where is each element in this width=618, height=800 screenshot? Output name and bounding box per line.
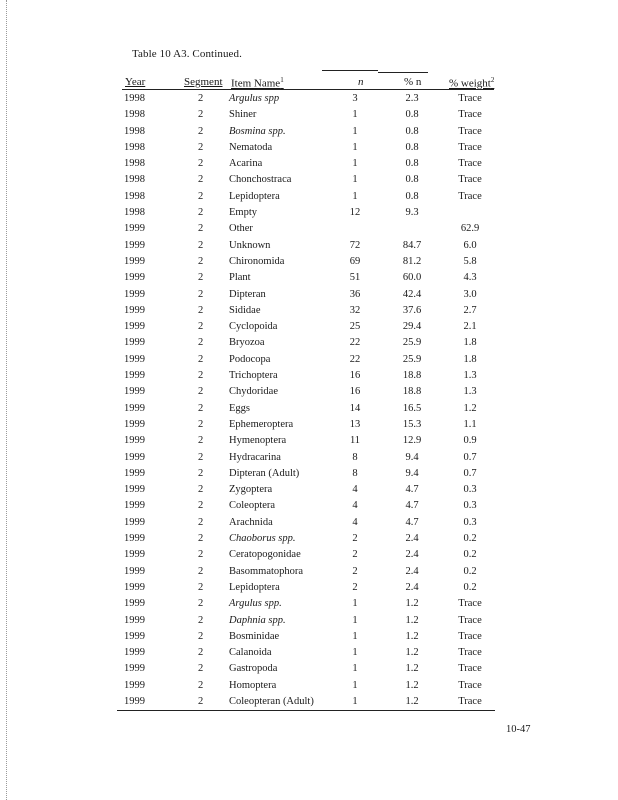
cell-n: 16 [349, 386, 361, 398]
cell-n: 1 [352, 614, 358, 626]
cell-segment: 2 [198, 679, 204, 691]
cell-percent-weight: 0.3 [463, 500, 477, 512]
cell-segment: 2 [198, 370, 204, 382]
cell-segment: 2 [198, 402, 204, 414]
cell-year: 1999 [124, 353, 145, 365]
cell-n: 1 [352, 598, 358, 610]
cell-item-name: Chironomida [229, 255, 285, 267]
cell-n: 1 [352, 174, 358, 186]
cell-percent-n: 0.8 [405, 190, 419, 202]
cell-percent-n: 2.4 [405, 533, 419, 545]
cell-year: 1999 [124, 647, 145, 659]
cell-percent-n: 0.8 [405, 125, 419, 137]
cell-n: 72 [349, 239, 361, 251]
cell-percent-weight: 0.9 [463, 435, 477, 447]
cell-percent-n: 25.9 [402, 337, 422, 349]
cell-segment: 2 [198, 353, 204, 365]
cell-segment: 2 [198, 207, 204, 219]
cell-percent-weight: 1.8 [463, 353, 477, 365]
table-bottom-rule [117, 710, 495, 711]
cell-year: 1999 [124, 255, 145, 267]
header-top-rule-n [322, 70, 378, 71]
cell-n: 4 [352, 500, 358, 512]
table-row [0, 140, 618, 156]
cell-percent-n: 25.9 [402, 353, 422, 365]
cell-percent-n: 1.2 [405, 663, 419, 675]
cell-percent-n: 1.2 [405, 630, 419, 642]
cell-year: 1998 [124, 207, 145, 219]
cell-n: 16 [349, 370, 361, 382]
cell-segment: 2 [198, 451, 204, 463]
cell-percent-n: 18.8 [402, 386, 422, 398]
cell-segment: 2 [198, 533, 204, 545]
cell-n: 11 [349, 435, 361, 447]
cell-percent-weight: 0.2 [463, 533, 477, 545]
cell-n: 13 [349, 418, 361, 430]
cell-item-name: Argulus spp. [229, 598, 282, 610]
cell-n: 22 [349, 337, 361, 349]
table-row [0, 335, 618, 351]
cell-n: 14 [349, 402, 361, 414]
cell-item-name: Hydracarina [229, 451, 281, 463]
cell-n: 69 [349, 255, 361, 267]
cell-percent-weight: Trace [458, 598, 482, 610]
cell-item-name: Podocopa [229, 353, 271, 365]
cell-percent-weight: 0.7 [463, 467, 477, 479]
cell-percent-n: 2.4 [405, 581, 419, 593]
cell-n: 1 [352, 190, 358, 202]
cell-item-name: Arachnida [229, 516, 273, 528]
cell-percent-weight: 62.9 [460, 223, 480, 235]
cell-item-name: Coleoptera [229, 500, 276, 512]
cell-n: 2 [352, 549, 358, 561]
cell-percent-n: 9.4 [405, 451, 419, 463]
cell-item-name: Zygoptera [229, 484, 273, 496]
cell-n: 25 [349, 321, 361, 333]
cell-segment: 2 [198, 141, 204, 153]
cell-year: 1999 [124, 288, 145, 300]
table-row [0, 205, 618, 221]
cell-percent-n: 2.3 [405, 93, 419, 104]
header-item-name: Item Name$^1$ [231, 76, 284, 90]
cell-segment: 2 [198, 288, 204, 300]
cell-item-name: Bryozoa [229, 337, 265, 349]
table-caption: Table 10 A3. Continued. [132, 48, 242, 60]
cell-item-name: Sididae [229, 304, 261, 316]
header-segment: Segment [184, 76, 223, 88]
cell-year: 1998 [124, 141, 145, 153]
cell-item-name: Lepidoptera [229, 190, 280, 202]
cell-year: 1998 [124, 174, 145, 186]
cell-n: 4 [352, 484, 358, 496]
cell-year: 1999 [124, 239, 145, 251]
cell-n: 4 [352, 516, 358, 528]
cell-percent-weight: 0.3 [463, 516, 477, 528]
cell-n: 22 [349, 353, 361, 365]
cell-year: 1998 [124, 109, 145, 121]
table-row [0, 694, 618, 710]
cell-percent-n: 0.8 [405, 141, 419, 153]
cell-year: 1998 [124, 93, 145, 104]
table-row [0, 482, 618, 498]
cell-percent-n: 9.3 [405, 207, 419, 219]
cell-percent-weight: 1.1 [463, 418, 477, 430]
page-number: 10-47 [506, 724, 531, 735]
cell-item-name: Other [229, 223, 253, 235]
cell-percent-n: 4.7 [405, 484, 419, 496]
cell-percent-n: 0.8 [405, 174, 419, 186]
cell-year: 1999 [124, 500, 145, 512]
cell-n: 12 [349, 207, 361, 219]
table-row [0, 384, 618, 400]
cell-item-name: Plant [229, 272, 251, 284]
cell-percent-weight: 0.3 [463, 484, 477, 496]
cell-item-name: Unknown [229, 239, 271, 251]
cell-percent-weight: 1.2 [463, 402, 477, 414]
cell-segment: 2 [198, 125, 204, 137]
cell-percent-n: 0.8 [405, 158, 419, 170]
cell-year: 1999 [124, 402, 145, 414]
table-row [0, 189, 618, 205]
cell-n: 1 [352, 158, 358, 170]
cell-year: 1999 [124, 695, 145, 707]
cell-percent-n: 37.6 [402, 304, 422, 316]
cell-percent-weight: 6.0 [463, 239, 477, 251]
cell-year: 1999 [124, 484, 145, 496]
cell-segment: 2 [198, 223, 204, 235]
cell-segment: 2 [198, 500, 204, 512]
cell-percent-n: 15.3 [402, 418, 422, 430]
cell-year: 1999 [124, 304, 145, 316]
cell-item-name: Shiner [229, 109, 257, 121]
cell-year: 1999 [124, 581, 145, 593]
cell-item-name: Homoptera [229, 679, 277, 691]
cell-percent-n: 4.7 [405, 516, 419, 528]
cell-segment: 2 [198, 663, 204, 675]
cell-segment: 2 [198, 647, 204, 659]
header-top-rule-pn [378, 72, 428, 73]
table-row [0, 498, 618, 514]
cell-percent-weight: Trace [458, 141, 482, 153]
cell-percent-n: 2.4 [405, 549, 419, 561]
cell-percent-n: 1.2 [405, 679, 419, 691]
cell-percent-weight: 1.3 [463, 386, 477, 398]
cell-item-name: Dipteran (Adult) [229, 467, 300, 479]
table-row [0, 629, 618, 645]
cell-item-name: Chonchostraca [229, 174, 292, 186]
cell-segment: 2 [198, 695, 204, 707]
cell-percent-weight: Trace [458, 158, 482, 170]
table-row [0, 450, 618, 466]
cell-item-name: Nematoda [229, 141, 273, 153]
cell-percent-weight: Trace [458, 190, 482, 202]
cell-n: 36 [349, 288, 361, 300]
cell-year: 1999 [124, 337, 145, 349]
cell-year: 1999 [124, 630, 145, 642]
cell-year: 1998 [124, 125, 145, 137]
table-body [0, 91, 618, 710]
table-row [0, 401, 618, 417]
cell-segment: 2 [198, 272, 204, 284]
cell-year: 1999 [124, 451, 145, 463]
cell-percent-n: 0.8 [405, 109, 419, 121]
cell-segment: 2 [198, 467, 204, 479]
table-row [0, 531, 618, 547]
table-row [0, 515, 618, 531]
cell-n: 32 [349, 304, 361, 316]
cell-n: 1 [352, 109, 358, 121]
cell-segment: 2 [198, 255, 204, 267]
cell-percent-n: 12.9 [402, 435, 422, 447]
cell-year: 1999 [124, 321, 145, 333]
table-row [0, 303, 618, 319]
cell-segment: 2 [198, 614, 204, 626]
cell-item-name: Argulus spp [229, 93, 280, 104]
cell-percent-n: 1.2 [405, 614, 419, 626]
table-row [0, 564, 618, 580]
table-row [0, 580, 618, 596]
cell-percent-n: 1.2 [405, 598, 419, 610]
cell-item-name: Hymenoptera [229, 435, 287, 447]
cell-n: 2 [352, 565, 358, 577]
table-row [0, 678, 618, 694]
cell-item-name: Ephemeroptera [229, 418, 294, 430]
cell-item-name: Dipteran [229, 288, 266, 300]
cell-year: 1999 [124, 516, 145, 528]
cell-percent-weight: Trace [458, 93, 482, 104]
cell-percent-weight: Trace [458, 630, 482, 642]
cell-percent-weight: Trace [458, 614, 482, 626]
cell-segment: 2 [198, 337, 204, 349]
cell-item-name: Coleopteran (Adult) [229, 695, 314, 707]
cell-n: 1 [352, 630, 358, 642]
cell-n: 8 [352, 467, 358, 479]
cell-n: 2 [352, 533, 358, 545]
weight-footnote-marker: 2 [490, 76, 495, 84]
cell-item-name: Daphnia spp. [229, 614, 286, 626]
cell-percent-n: 1.2 [405, 647, 419, 659]
table-row [0, 368, 618, 384]
cell-n: 3 [352, 93, 358, 104]
cell-percent-weight: Trace [458, 679, 482, 691]
cell-percent-n: 9.4 [405, 467, 419, 479]
header-percent-n: % n [404, 76, 422, 88]
table-row [0, 287, 618, 303]
cell-n: 51 [349, 272, 361, 284]
header-n: n [358, 76, 364, 88]
table-row [0, 91, 618, 107]
cell-percent-weight: 1.8 [463, 337, 477, 349]
table-row [0, 319, 618, 335]
cell-segment: 2 [198, 239, 204, 251]
table-row [0, 254, 618, 270]
cell-item-name: Gastropoda [229, 663, 278, 675]
cell-percent-n: 16.5 [402, 402, 422, 414]
cell-n: 1 [352, 125, 358, 137]
cell-item-name: Cyclopoida [229, 321, 278, 333]
cell-year: 1998 [124, 158, 145, 170]
cell-percent-n: 60.0 [402, 272, 422, 284]
cell-n: 1 [352, 141, 358, 153]
cell-segment: 2 [198, 418, 204, 430]
cell-year: 1999 [124, 223, 145, 235]
cell-year: 1999 [124, 598, 145, 610]
cell-year: 1999 [124, 565, 145, 577]
cell-percent-weight: 0.2 [463, 581, 477, 593]
table-row [0, 107, 618, 123]
cell-segment: 2 [198, 386, 204, 398]
cell-segment: 2 [198, 581, 204, 593]
cell-year: 1999 [124, 386, 145, 398]
table-row [0, 417, 618, 433]
cell-percent-weight: 0.7 [463, 451, 477, 463]
cell-percent-weight: 4.3 [463, 272, 477, 284]
table-row [0, 645, 618, 661]
cell-segment: 2 [198, 565, 204, 577]
table-row [0, 270, 618, 286]
header-percent-weight: % weight$^2$ [449, 76, 495, 90]
table-row [0, 124, 618, 140]
cell-n: 1 [352, 679, 358, 691]
cell-item-name: Bosminidae [229, 630, 280, 642]
cell-year: 1999 [124, 370, 145, 382]
item-footnote-marker: 1 [280, 76, 284, 84]
cell-percent-weight: 2.7 [463, 304, 477, 316]
cell-percent-weight: Trace [458, 663, 482, 675]
cell-year: 1999 [124, 533, 145, 545]
table-row [0, 661, 618, 677]
cell-item-name: Eggs [229, 402, 250, 414]
cell-percent-weight: 2.1 [463, 321, 477, 333]
table-row [0, 433, 618, 449]
cell-percent-weight: Trace [458, 125, 482, 137]
table-row [0, 352, 618, 368]
cell-year: 1999 [124, 418, 145, 430]
cell-segment: 2 [198, 516, 204, 528]
cell-n: 1 [352, 663, 358, 675]
cell-segment: 2 [198, 321, 204, 333]
cell-year: 1999 [124, 272, 145, 284]
cell-percent-weight: 5.8 [463, 255, 477, 267]
table-row [0, 238, 618, 254]
cell-segment: 2 [198, 630, 204, 642]
cell-n: 8 [352, 451, 358, 463]
cell-segment: 2 [198, 190, 204, 202]
cell-segment: 2 [198, 484, 204, 496]
cell-percent-n: 81.2 [402, 255, 422, 267]
cell-n: 2 [352, 581, 358, 593]
header-year: Year [125, 76, 146, 88]
table-row [0, 547, 618, 563]
cell-n: 1 [352, 695, 358, 707]
cell-percent-n: 42.4 [402, 288, 422, 300]
table-row [0, 221, 618, 237]
cell-percent-n: 18.8 [402, 370, 422, 382]
cell-percent-n: 4.7 [405, 500, 419, 512]
cell-year: 1998 [124, 190, 145, 202]
cell-item-name: Chydoridae [229, 386, 278, 398]
cell-segment: 2 [198, 304, 204, 316]
cell-n: 1 [352, 647, 358, 659]
cell-item-name: Basommatophora [229, 565, 304, 577]
cell-year: 1999 [124, 679, 145, 691]
cell-percent-n: 84.7 [402, 239, 422, 251]
cell-percent-weight: 1.3 [463, 370, 477, 382]
header-bottom-rule [122, 89, 494, 90]
cell-item-name: Calanoida [229, 647, 272, 659]
cell-year: 1999 [124, 663, 145, 675]
cell-segment: 2 [198, 549, 204, 561]
cell-year: 1999 [124, 614, 145, 626]
cell-percent-n: 2.4 [405, 565, 419, 577]
table-row [0, 156, 618, 172]
cell-year: 1999 [124, 549, 145, 561]
table-row [0, 596, 618, 612]
cell-item-name: Acarina [229, 158, 263, 170]
cell-percent-weight: Trace [458, 695, 482, 707]
cell-percent-weight: Trace [458, 109, 482, 121]
cell-percent-weight: 0.2 [463, 565, 477, 577]
cell-segment: 2 [198, 598, 204, 610]
cell-percent-n: 1.2 [405, 695, 419, 707]
cell-segment: 2 [198, 435, 204, 447]
cell-item-name: Chaoborus spp. [229, 533, 296, 545]
cell-segment: 2 [198, 109, 204, 121]
cell-percent-weight: 0.2 [463, 549, 477, 561]
table-row [0, 613, 618, 629]
table-row [0, 172, 618, 188]
cell-segment: 2 [198, 93, 204, 104]
cell-item-name: Bosmina spp. [229, 125, 286, 137]
cell-percent-weight: Trace [458, 174, 482, 186]
cell-item-name: Trichoptera [229, 370, 278, 382]
cell-item-name: Empty [229, 207, 257, 219]
cell-percent-weight: 3.0 [463, 288, 477, 300]
cell-year: 1999 [124, 467, 145, 479]
cell-year: 1999 [124, 435, 145, 447]
cell-percent-n: 29.4 [402, 321, 422, 333]
table-row [0, 466, 618, 482]
cell-segment: 2 [198, 158, 204, 170]
cell-item-name: Lepidoptera [229, 581, 280, 593]
cell-segment: 2 [198, 174, 204, 186]
cell-item-name: Ceratopogonidae [229, 549, 301, 561]
cell-percent-weight: Trace [458, 647, 482, 659]
